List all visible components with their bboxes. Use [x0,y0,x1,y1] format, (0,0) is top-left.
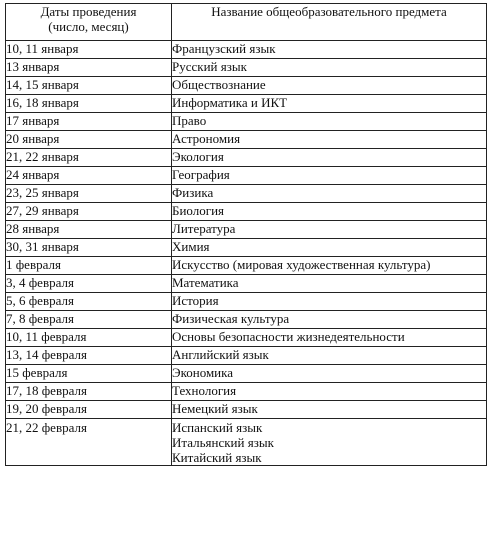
date-cell: 14, 15 января [6,77,172,95]
header-subject-cell: Название общеобразовательного предмета [172,4,487,41]
date-cell: 24 января [6,167,172,185]
date-cell: 17 января [6,113,172,131]
date-cell: 15 февраля [6,365,172,383]
subject-cell: Биология [172,203,487,221]
subject-cell: География [172,167,487,185]
table-row [6,311,487,329]
subject-cell: Основы безопасности жизнедеятельности [172,329,487,347]
subject-cell-multi [172,419,487,466]
table-row [6,77,487,95]
date-cell: 5, 6 февраля [6,293,172,311]
subject-cell: Информатика и ИКТ [172,95,487,113]
table-row [6,41,487,59]
table-row [6,131,487,149]
date-cell: 30, 31 января [6,239,172,257]
table-row [6,203,487,221]
table-row [6,293,487,311]
table-row [6,167,487,185]
table-row [6,401,487,419]
subject-line: Испанский язык [172,420,263,435]
table-row [6,383,487,401]
subject-cell: Французский язык [172,41,487,59]
subject-cell: История [172,293,487,311]
table-row [6,329,487,347]
date-cell: 13, 14 февраля [6,347,172,365]
table-row [6,59,487,77]
table-body [6,41,487,466]
table-row [6,95,487,113]
subject-line: Итальянский язык [172,435,274,450]
subject-cell: Русский язык [172,59,487,77]
subject-cell: Физика [172,185,487,203]
subject-cell: Литература [172,221,487,239]
subject-cell: Немецкий язык [172,401,487,419]
date-cell: 27, 29 января [6,203,172,221]
date-cell: 28 января [6,221,172,239]
subject-cell: Математика [172,275,487,293]
subject-cell: Технология [172,383,487,401]
date-cell: 17, 18 февраля [6,383,172,401]
date-cell: 13 января [6,59,172,77]
olympiad-schedule-table [5,3,487,466]
table-row [6,239,487,257]
table-row [6,365,487,383]
subject-cell: Физическая культура [172,311,487,329]
schedule-document [5,3,486,466]
table-header-row [6,4,487,41]
subject-line: Китайский язык [172,450,262,465]
table-row [6,149,487,167]
subject-cell: Право [172,113,487,131]
date-cell: 10, 11 января [6,41,172,59]
table-row [6,221,487,239]
date-cell: 21, 22 января [6,149,172,167]
table-row [6,275,487,293]
subject-cell: Обществознание [172,77,487,95]
subject-cell: Английский язык [172,347,487,365]
header-date-cell [6,4,172,41]
table-row [6,257,487,275]
subject-cell: Химия [172,239,487,257]
header-date-line2: (число, месяц) [48,19,129,34]
date-cell: 21, 22 февраля [6,419,172,466]
table-row-last [6,419,487,466]
table-row [6,185,487,203]
table-row [6,113,487,131]
date-cell: 10, 11 февраля [6,329,172,347]
date-cell: 16, 18 января [6,95,172,113]
date-cell: 23, 25 января [6,185,172,203]
date-cell: 7, 8 февраля [6,311,172,329]
subject-cell: Астрономия [172,131,487,149]
date-cell: 3, 4 февраля [6,275,172,293]
date-cell: 1 февраля [6,257,172,275]
date-cell: 19, 20 февраля [6,401,172,419]
date-cell: 20 января [6,131,172,149]
table-row [6,347,487,365]
subject-cell: Экономика [172,365,487,383]
subject-cell: Экология [172,149,487,167]
header-date-line1: Даты проведения [40,4,137,19]
subject-cell: Искусство (мировая художественная культура) [172,257,487,275]
